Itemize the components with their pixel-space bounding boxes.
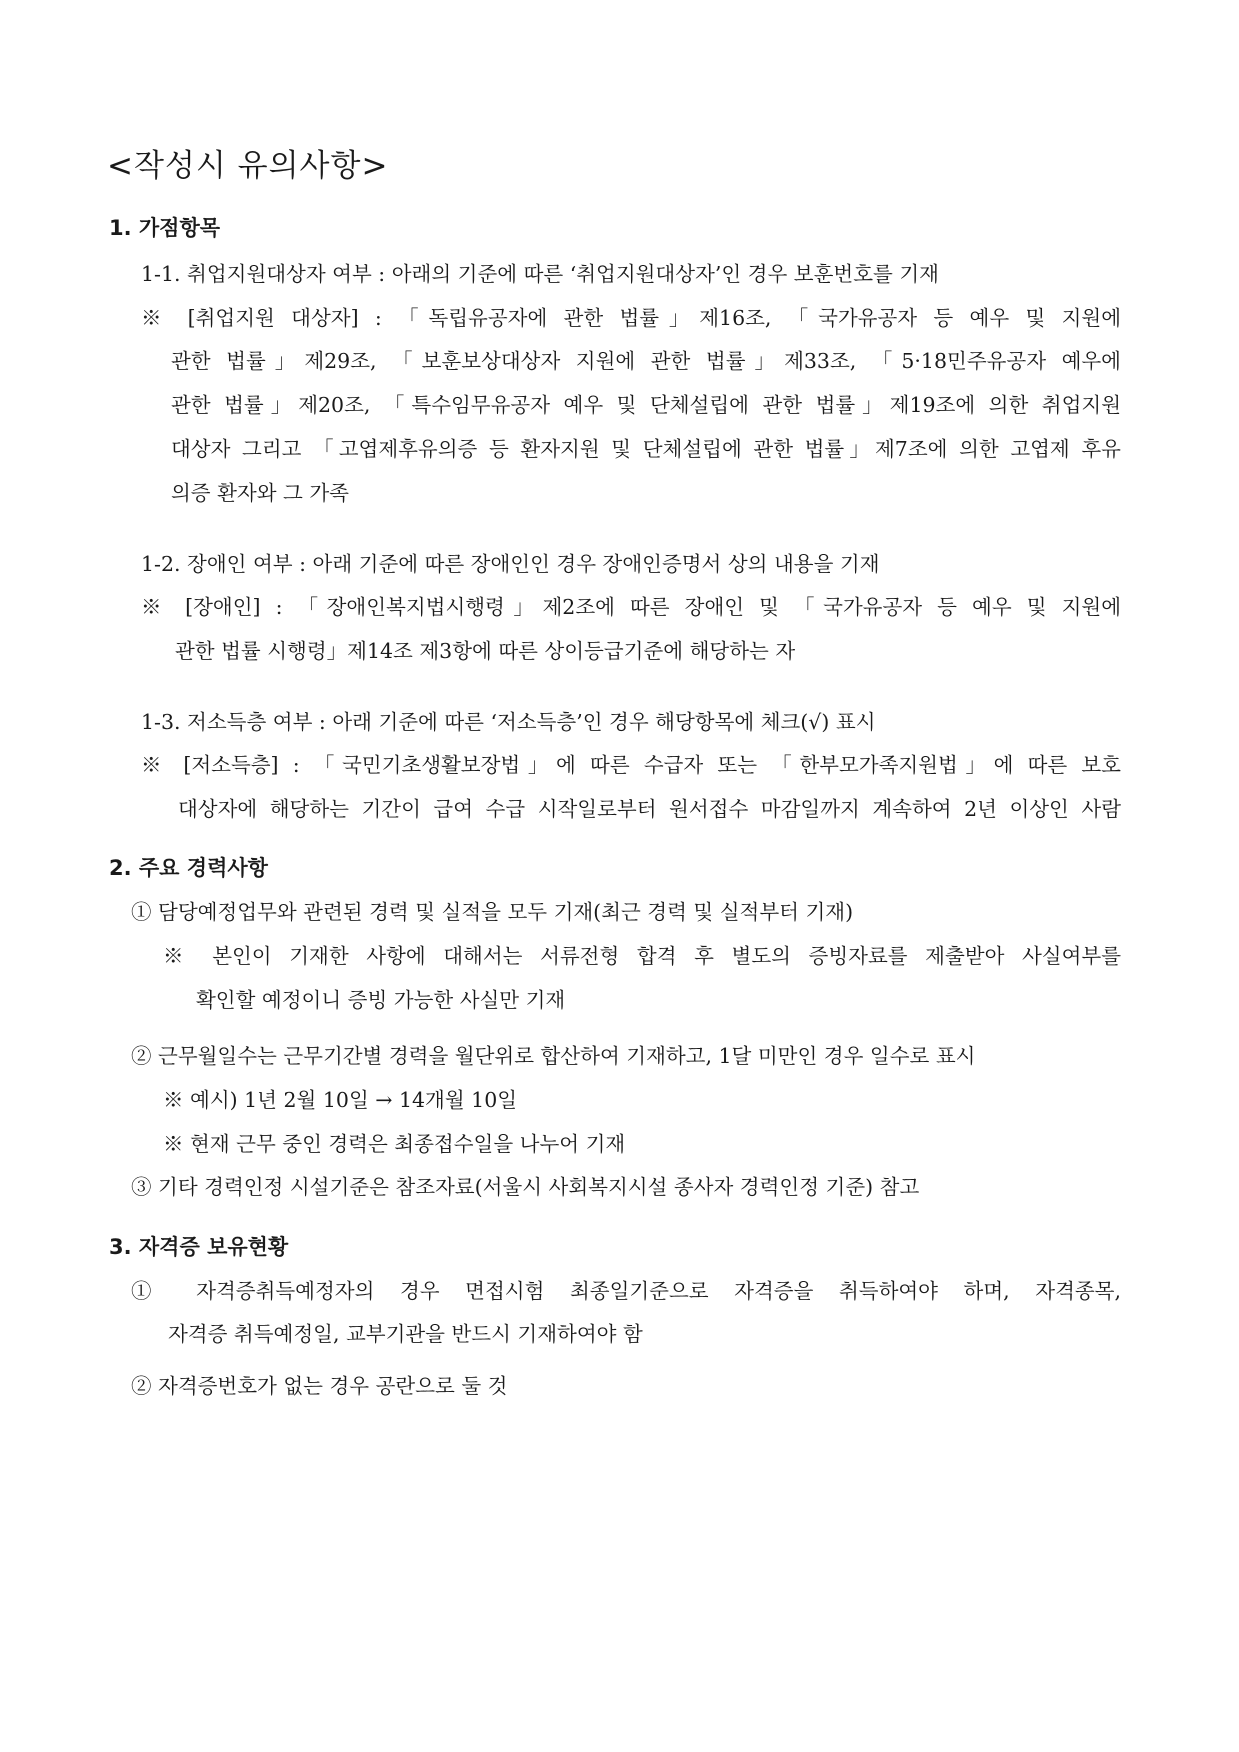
career-item-3: ③ 기타 경력인정 시설기준은 참조자료(서울시 사회복지시설 종사자 경력인정 기준) 참고	[131, 1175, 920, 1199]
note-employment-support-cont-2: 관한 법률」제20조, 「특수임무유공자 예우 및 단체설립에 관한 법률」제19조에 의한 취업지원	[171, 393, 1121, 417]
note-employment-support-cont-4: 의증 환자와 그 가족	[171, 481, 349, 505]
note-low-income: ※ [저소득층] : 「국민기초생활보장법」에 따른 수급자 또는 「한부모가족지원법」에 따른 보호	[141, 753, 1121, 777]
item-1-1: 1-1. 취업지원대상자 여부 : 아래의 기준에 따른 ‘취업지원대상자’인 경우 보훈번호를 기재	[141, 262, 939, 286]
certificate-item-1: ① 자격증취득예정자의 경우 면접시험 최종일기준으로 자격증을 취득하여야 하며, 자격종목,	[131, 1279, 1121, 1303]
career-item-1: ① 담당예정업무와 관련된 경력 및 실적을 모두 기재(최근 경력 및 실적부터 기재)	[131, 900, 854, 924]
note-disability: ※ [장애인] : 「장애인복지법시행령」제2조에 따른 장애인 및 「국가유공자 등 예우 및 지원에	[141, 595, 1121, 619]
career-item-2: ② 근무월일수는 근무기간별 경력을 월단위로 합산하여 기재하고, 1달 미만인 경우 일수로 표시	[131, 1044, 976, 1068]
page-title: <작성시 유의사항>	[107, 148, 389, 184]
career-note-example: ※ 예시) 1년 2월 10일 → 14개월 10일	[163, 1088, 518, 1112]
section-heading-career: 2. 주요 경력사항	[109, 856, 268, 880]
section-heading-certificates: 3. 자격증 보유현황	[109, 1235, 289, 1259]
career-note-current: ※ 현재 근무 중인 경력은 최종접수일을 나누어 기재	[163, 1132, 626, 1156]
certificate-item-1-cont: 자격증 취득예정일, 교부기관을 반드시 기재하여야 함	[168, 1322, 643, 1346]
note-low-income-cont: 대상자에 해당하는 기간이 급여 수급 시작일로부터 원서접수 마감일까지 계속하여 2년 이상인 사람	[178, 797, 1121, 821]
note-employment-support-cont-3: 대상자 그리고 「고엽제후유의증 등 환자지원 및 단체설립에 관한 법률」제7조에 의한 고엽제 후유	[171, 437, 1121, 461]
certificate-item-2: ② 자격증번호가 없는 경우 공란으로 둘 것	[131, 1374, 508, 1398]
career-note-verification: ※ 본인이 기재한 사항에 대해서는 서류전형 합격 후 별도의 증빙자료를 제출받아 사실여부를	[163, 944, 1121, 968]
note-employment-support-cont-1: 관한 법률」제29조, 「보훈보상대상자 지원에 관한 법률」제33조, 「5·18민주유공자 예우에	[171, 349, 1121, 373]
career-note-verification-cont: 확인할 예정이니 증빙 가능한 사실만 기재	[196, 988, 566, 1012]
note-employment-support: ※ [취업지원 대상자] : 「독립유공자에 관한 법률」제16조, 「국가유공자 등 예우 및 지원에	[141, 306, 1121, 330]
note-disability-cont: 관한 법률 시행령」제14조 제3항에 따른 상이등급기준에 해당하는 자	[175, 639, 796, 663]
item-1-2: 1-2. 장애인 여부 : 아래 기준에 따른 장애인인 경우 장애인증명서 상의 내용을 기재	[141, 552, 880, 576]
section-heading-bonus-points: 1. 가점항목	[109, 216, 221, 240]
item-1-3: 1-3. 저소득층 여부 : 아래 기준에 따른 ‘저소득층’인 경우 해당항목에 체크(√) 표시	[141, 710, 876, 734]
